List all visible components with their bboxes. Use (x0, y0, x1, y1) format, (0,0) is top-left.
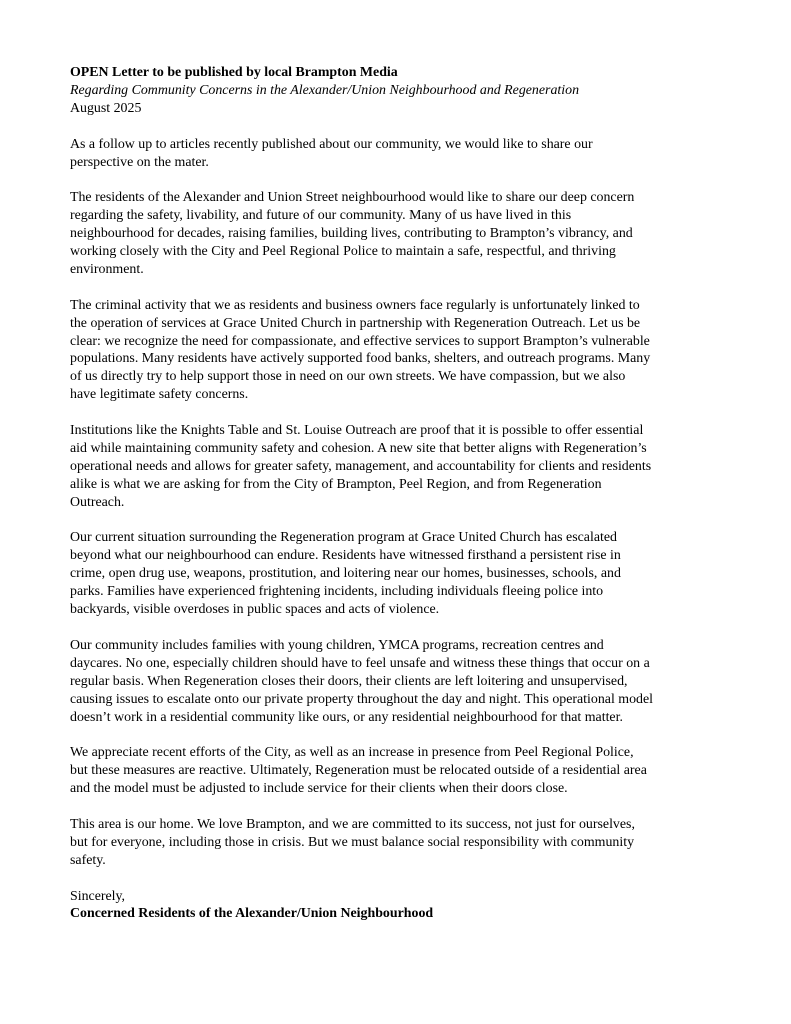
letter-title: OPEN Letter to be published by local Brampton Media (70, 65, 398, 80)
paragraph-line: doesn’t work in a residential community like ours, or any residential neighbourhood for that matter. (70, 709, 623, 725)
paragraph-line: Our community includes families with young children, YMCA programs, recreation centres and (70, 637, 604, 653)
paragraph-current-situation (70, 529, 730, 619)
letter-page (70, 64, 730, 923)
paragraph-line: causing issues to escalate onto our private property throughout the day and night. This operational model (70, 691, 654, 707)
paragraph-line: and the model must be adjusted to include service for their clients when their doors close. (70, 781, 568, 797)
letter-header (70, 64, 730, 118)
paragraph-line: the operation of services at Grace United Church in partnership with Regeneration Outreach. Let us be (70, 315, 641, 331)
paragraph-line: backyards, visible overdoses in public spaces and acts of violence. (70, 602, 440, 618)
paragraph-institutions (70, 422, 730, 512)
paragraph-line: As a follow up to articles recently published about our community, we would like to share our (70, 136, 593, 152)
paragraph-line: Our current situation surrounding the Regeneration program at Grace United Church has escalated (70, 530, 617, 546)
paragraph-our-home (70, 816, 730, 870)
paragraph-line: populations. Many residents have actively supported food banks, shelters, and outreach programs. Many (70, 351, 651, 367)
paragraph-intro (70, 136, 730, 172)
paragraph-city-efforts (70, 744, 730, 798)
letter-body (70, 136, 730, 870)
paragraph-line: but for everyone, including those in crisis. But we must balance social responsibility with community (70, 834, 635, 850)
paragraph-line: Outreach. (70, 494, 125, 510)
paragraph-line: have legitimate safety concerns. (70, 387, 249, 403)
paragraph-line: aid while maintaining community safety and cohesion. A new site that better aligns with Regeneration’s (70, 440, 647, 456)
paragraph-line: We appreciate recent efforts of the City, as well as an increase in presence from Peel Regional Police, (70, 745, 634, 761)
paragraph-line: neighbourhood for decades, raising families, building lives, contributing to Brampton’s vibrancy, and (70, 226, 633, 242)
paragraph-line: environment. (70, 261, 144, 277)
paragraph-line: parks. Families have experienced frightening incidents, including individuals fleeing police into (70, 584, 604, 600)
paragraph-line: Institutions like the Knights Table and St. Louise Outreach are proof that it is possible to offer essential (70, 423, 644, 439)
closing-salutation: Sincerely, (70, 888, 126, 904)
letter-subtitle: Regarding Community Concerns in the Alexander/Union Neighbourhood and Regeneration (70, 82, 580, 98)
signature: Concerned Residents of the Alexander/Union Neighbourhood (70, 906, 434, 922)
paragraph-line: clear: we recognize the need for compassionate, and effective services to support Brampton’s vulnerable (70, 333, 650, 349)
paragraph-line: safety. (70, 852, 106, 868)
paragraph-line: beyond what our neighbourhood can endure. Residents have witnessed firsthand a persistent rise in (70, 548, 621, 564)
paragraph-line: daycares. No one, especially children should have to feel unsafe and witness these things that occur on a (70, 655, 650, 671)
letter-date: August 2025 (70, 100, 142, 116)
paragraph-line: This area is our home. We love Brampton, and we are committed to its success, not just for ourselves, (70, 816, 635, 832)
paragraph-line: The criminal activity that we as residents and business owners face regularly is unfortunately linked to (70, 297, 640, 313)
paragraph-line: but these measures are reactive. Ultimately, Regeneration must be relocated outside of a residential area (70, 763, 647, 779)
paragraph-line: perspective on the mater. (70, 154, 209, 170)
paragraph-community-families (70, 637, 730, 727)
paragraph-line: regarding the safety, livability, and future of our community. Many of us have lived in this (70, 208, 572, 224)
letter-closing (70, 888, 730, 924)
paragraph-line: of us directly try to help support those in need on our own streets. We have compassion, but we also (70, 369, 626, 385)
paragraph-line: working closely with the City and Peel Regional Police to maintain a safe, respectful, and thriving (70, 244, 616, 260)
paragraph-line: alike is what we are asking for from the City of Brampton, Peel Region, and from Regeneration (70, 476, 602, 492)
paragraph-residents-concern (70, 189, 730, 279)
paragraph-criminal-activity (70, 297, 730, 404)
paragraph-line: regular basis. When Regeneration closes their doors, their clients are left loitering and unsupervised, (70, 673, 628, 689)
paragraph-line: crime, open drug use, weapons, prostitution, and loitering near our homes, businesses, schools, and (70, 566, 621, 582)
paragraph-line: operational needs and allows for greater safety, management, and accountability for clients and residents (70, 458, 652, 474)
paragraph-line: The residents of the Alexander and Union Street neighbourhood would like to share our deep concern (70, 190, 635, 206)
